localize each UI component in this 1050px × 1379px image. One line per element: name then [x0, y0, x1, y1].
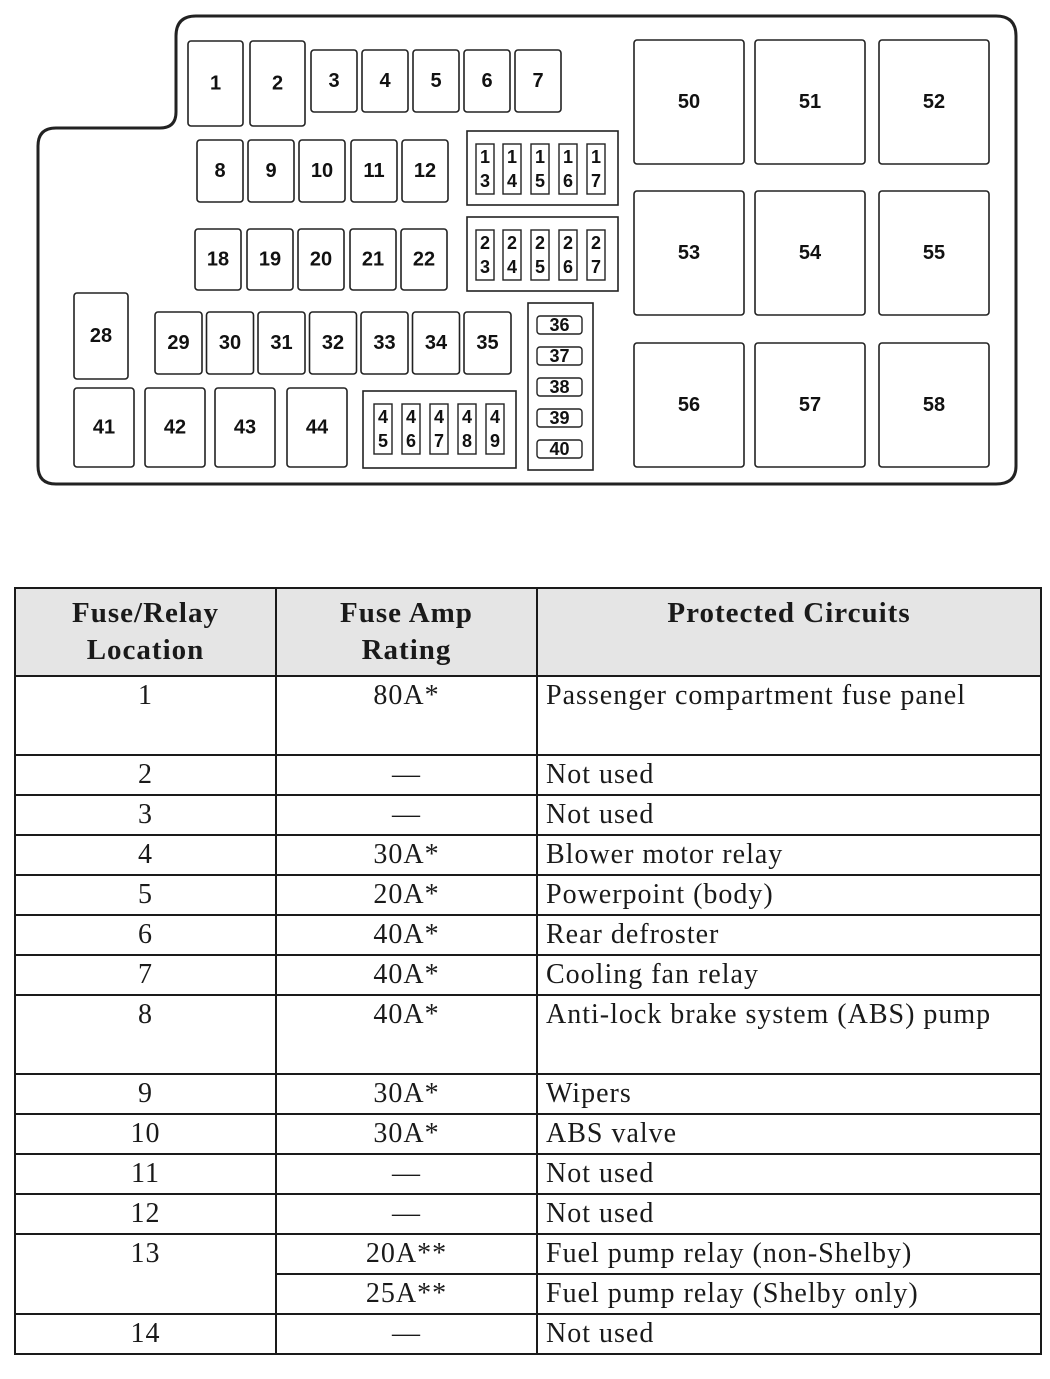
fuse-4-label: 4 — [379, 70, 391, 92]
fuse-12-label: 12 — [413, 160, 437, 182]
fuse-34-label: 34 — [424, 332, 448, 354]
mini-fuse-47 — [430, 404, 448, 454]
header-circuits: Protected Circuits — [537, 588, 1041, 676]
mini-fuse-27 — [587, 230, 605, 280]
mini-fuse-48 — [458, 404, 476, 454]
row-location: 8 — [15, 995, 276, 1074]
mini-fuse-14 — [503, 144, 521, 194]
fuse-20-label: 20 — [309, 248, 333, 271]
row-location: 13 — [15, 1234, 276, 1314]
fuse-44 — [287, 388, 347, 467]
mini-fuse-23-digit: 2 — [479, 233, 491, 253]
table-row — [15, 1314, 1041, 1354]
fuse-30-label: 30 — [218, 332, 242, 354]
fuse-4 — [362, 50, 408, 112]
row-amp: 80A* — [276, 676, 537, 755]
fuse-29-label: 29 — [167, 332, 190, 354]
table-row — [15, 915, 1041, 955]
fuse-30 — [207, 312, 254, 374]
fuse-6-label: 6 — [481, 70, 493, 92]
fuse-40-label: 40 — [549, 439, 570, 459]
fuse-43 — [215, 388, 275, 467]
table-row — [15, 795, 1041, 835]
mini-fuse-23-digit: 3 — [479, 257, 491, 277]
row-circuit: Not used — [537, 1154, 1041, 1194]
mini-fuse-16-digit: 6 — [562, 171, 574, 191]
fuse-19 — [247, 229, 293, 290]
header-amp — [276, 588, 537, 676]
fuse-28 — [74, 293, 128, 379]
mini-fuse-13-digit: 3 — [479, 171, 491, 191]
mini-fuse-15-digit: 1 — [534, 147, 546, 167]
row-circuit: Cooling fan relay — [537, 955, 1041, 995]
fuse-3-label: 3 — [328, 70, 340, 92]
fuse-43-label: 43 — [233, 416, 257, 439]
fuse-21 — [350, 229, 396, 290]
fuse-2-label: 2 — [271, 72, 284, 95]
row-amp: 30A* — [276, 835, 537, 875]
mini-fuse-13-digit: 1 — [479, 147, 491, 167]
mini-fuse-48-digit: 4 — [461, 407, 473, 427]
fuse-3 — [311, 50, 357, 112]
fuse-9 — [248, 140, 294, 202]
mini-fuse-47-digit: 7 — [433, 431, 445, 451]
fuse-54-label: 54 — [798, 242, 822, 264]
mini-fuse-49-digit: 9 — [489, 431, 501, 451]
row-amp: 40A* — [276, 955, 537, 995]
fuse-5-label: 5 — [430, 70, 442, 92]
row-circuit: Not used — [537, 1314, 1041, 1354]
fuse-32 — [310, 312, 357, 374]
mini-fuse-45-digit: 4 — [377, 407, 389, 427]
table-header-row — [15, 588, 1041, 676]
mini-fuse-49 — [486, 404, 504, 454]
row-amp: 30A* — [276, 1114, 537, 1154]
row-location: 6 — [15, 915, 276, 955]
row-amp: 25A** — [276, 1274, 537, 1314]
fuse-51 — [755, 40, 865, 164]
row-location: 12 — [15, 1194, 276, 1234]
fuse-8-label: 8 — [214, 160, 226, 182]
fuse-37 — [537, 346, 582, 366]
mini-fuse-17-digit: 1 — [590, 147, 602, 167]
fuse-33 — [361, 312, 408, 374]
fuse-44-label: 44 — [305, 416, 329, 439]
fuse-21-label: 21 — [361, 248, 385, 271]
mini-fuse-16 — [559, 144, 577, 194]
mini-fuse-15 — [531, 144, 549, 194]
fuse-table — [14, 587, 1042, 1355]
fuse-11 — [351, 140, 397, 202]
fuse-39 — [537, 408, 582, 428]
row-amp: — — [276, 755, 537, 795]
mini-fuse-13 — [476, 144, 494, 194]
fuse-1 — [188, 41, 243, 126]
mini-fuse-24-digit: 4 — [506, 257, 518, 277]
fuse-40 — [537, 439, 582, 459]
mini-fuse-25-digit: 2 — [534, 233, 546, 253]
row-location: 7 — [15, 955, 276, 995]
mini-fuse-49-digit: 4 — [489, 407, 501, 427]
fuse-29 — [155, 312, 202, 374]
fuse-55-label: 55 — [922, 242, 946, 264]
fuse-5 — [413, 50, 459, 112]
row-amp: — — [276, 1154, 537, 1194]
table-row — [15, 835, 1041, 875]
fuse-7 — [515, 50, 561, 112]
header-location-line2: Location — [86, 634, 205, 666]
fuse-1-label: 1 — [209, 72, 222, 95]
table-row — [15, 676, 1041, 755]
fuse-20 — [298, 229, 344, 290]
mini-fuse-25 — [531, 230, 549, 280]
row-amp: — — [276, 1194, 537, 1234]
fuse-38-label: 38 — [549, 377, 570, 397]
fuse-18-label: 18 — [206, 248, 230, 271]
table-row — [15, 1114, 1041, 1154]
fuse-8 — [197, 140, 243, 202]
fuse-36 — [537, 315, 582, 335]
fuse-50-label: 50 — [677, 91, 701, 113]
mini-fuse-14-digit: 4 — [506, 171, 518, 191]
mini-fuse-46 — [402, 404, 420, 454]
row-amp: 40A* — [276, 915, 537, 955]
mini-fuse-24-digit: 2 — [506, 233, 518, 253]
row-circuit: Not used — [537, 1194, 1041, 1234]
row-location: 3 — [15, 795, 276, 835]
row-circuit: Blower motor relay — [537, 835, 1041, 875]
fuse-57-label: 57 — [798, 394, 822, 416]
mini-fuse-26 — [559, 230, 577, 280]
fuse-41-label: 41 — [92, 416, 116, 439]
fuse-22-label: 22 — [412, 248, 436, 271]
mini-fuse-25-digit: 5 — [534, 257, 546, 277]
fuse-35 — [464, 312, 511, 374]
fuse-52 — [879, 40, 989, 164]
mini-fuse-23 — [476, 230, 494, 280]
row-amp: 40A* — [276, 995, 537, 1074]
mini-fuse-46-digit: 6 — [405, 431, 417, 451]
row-amp: — — [276, 795, 537, 835]
fuse-34 — [413, 312, 460, 374]
fuse-56-label: 56 — [677, 394, 701, 416]
mini-fuse-27-digit: 7 — [590, 257, 602, 277]
mini-fuse-45-digit: 5 — [377, 431, 389, 451]
table-row — [15, 1194, 1041, 1234]
fuse-2 — [250, 41, 305, 126]
header-amp-line2: Rating — [361, 634, 452, 666]
header-amp-line1: Fuse Amp — [340, 597, 473, 629]
fuse-54 — [755, 191, 865, 315]
fuse-41 — [74, 388, 134, 467]
row-amp: 30A* — [276, 1074, 537, 1114]
table-row — [15, 995, 1041, 1074]
mini-fuse-17 — [587, 144, 605, 194]
mini-fuse-16-digit: 1 — [562, 147, 574, 167]
table-row — [15, 755, 1041, 795]
row-circuit: Not used — [537, 795, 1041, 835]
row-amp: 20A** — [276, 1234, 537, 1274]
fuse-12 — [402, 140, 448, 202]
row-circuit: Passenger compartment fuse panel — [537, 676, 1041, 755]
mini-fuse-14-digit: 1 — [506, 147, 518, 167]
fuse-36-label: 36 — [549, 315, 570, 335]
fuse-50 — [634, 40, 744, 164]
fuse-53 — [634, 191, 744, 315]
fuse-37-label: 37 — [549, 346, 570, 366]
fuse-51-label: 51 — [798, 91, 822, 113]
header-location-line1: Fuse/Relay — [72, 597, 219, 629]
fuse-31-label: 31 — [270, 332, 293, 354]
mini-fuse-15-digit: 5 — [534, 171, 546, 191]
mini-fuse-17-digit: 7 — [590, 171, 602, 191]
row-circuit: Powerpoint (body) — [537, 875, 1041, 915]
fuse-9-label: 9 — [265, 160, 277, 182]
header-location — [15, 588, 276, 676]
row-location: 14 — [15, 1314, 276, 1354]
mini-fuse-26-digit: 2 — [562, 233, 574, 253]
fuse-22 — [401, 229, 447, 290]
fuse-57 — [755, 343, 865, 467]
row-amp: — — [276, 1314, 537, 1354]
fuse-58 — [879, 343, 989, 467]
fuse-28-label: 28 — [89, 325, 113, 347]
row-circuit: Fuel pump relay (non-Shelby) — [537, 1234, 1041, 1274]
fuse-39-label: 39 — [549, 408, 570, 428]
fuse-11-label: 11 — [363, 160, 385, 182]
fuse-6 — [464, 50, 510, 112]
row-location: 11 — [15, 1154, 276, 1194]
mini-fuse-24 — [503, 230, 521, 280]
table-row — [15, 1234, 1041, 1274]
row-circuit: Wipers — [537, 1074, 1041, 1114]
row-circuit: ABS valve — [537, 1114, 1041, 1154]
row-location: 9 — [15, 1074, 276, 1114]
fuse-56 — [634, 343, 744, 467]
row-location: 1 — [15, 676, 276, 755]
fuse-42-label: 42 — [163, 416, 187, 439]
row-circuit: Rear defroster — [537, 915, 1041, 955]
row-circuit: Anti-lock brake system (ABS) pump — [537, 995, 1041, 1074]
table-row — [15, 1154, 1041, 1194]
row-amp: 20A* — [276, 875, 537, 915]
fuse-32-label: 32 — [321, 332, 345, 354]
fuse-31 — [258, 312, 305, 374]
row-location: 10 — [15, 1114, 276, 1154]
fuse-42 — [145, 388, 205, 467]
mini-fuse-27-digit: 2 — [590, 233, 602, 253]
mini-fuse-46-digit: 4 — [405, 407, 417, 427]
row-circuit: Fuel pump relay (Shelby only) — [537, 1274, 1041, 1314]
fuse-box-diagram — [0, 0, 1050, 500]
fuse-35-label: 35 — [476, 332, 499, 354]
fuse-19-label: 19 — [258, 248, 282, 271]
mini-fuse-47-digit: 4 — [433, 407, 445, 427]
row-circuit: Not used — [537, 755, 1041, 795]
row-location: 4 — [15, 835, 276, 875]
fuse-38 — [537, 377, 582, 397]
fuse-53-label: 53 — [677, 242, 701, 264]
table-row — [15, 1074, 1041, 1114]
fuse-33-label: 33 — [373, 332, 396, 354]
fuse-10 — [299, 140, 345, 202]
row-location: 2 — [15, 755, 276, 795]
fuse-10-label: 10 — [310, 160, 334, 182]
row-location: 5 — [15, 875, 276, 915]
fuse-55 — [879, 191, 989, 315]
fuse-7-label: 7 — [532, 70, 544, 92]
mini-fuse-48-digit: 8 — [461, 431, 473, 451]
table-row — [15, 875, 1041, 915]
mini-fuse-45 — [374, 404, 392, 454]
table-row — [15, 955, 1041, 995]
fuse-52-label: 52 — [922, 91, 946, 113]
mini-fuse-26-digit: 6 — [562, 257, 574, 277]
fuse-18 — [195, 229, 241, 290]
fuse-58-label: 58 — [922, 394, 946, 416]
